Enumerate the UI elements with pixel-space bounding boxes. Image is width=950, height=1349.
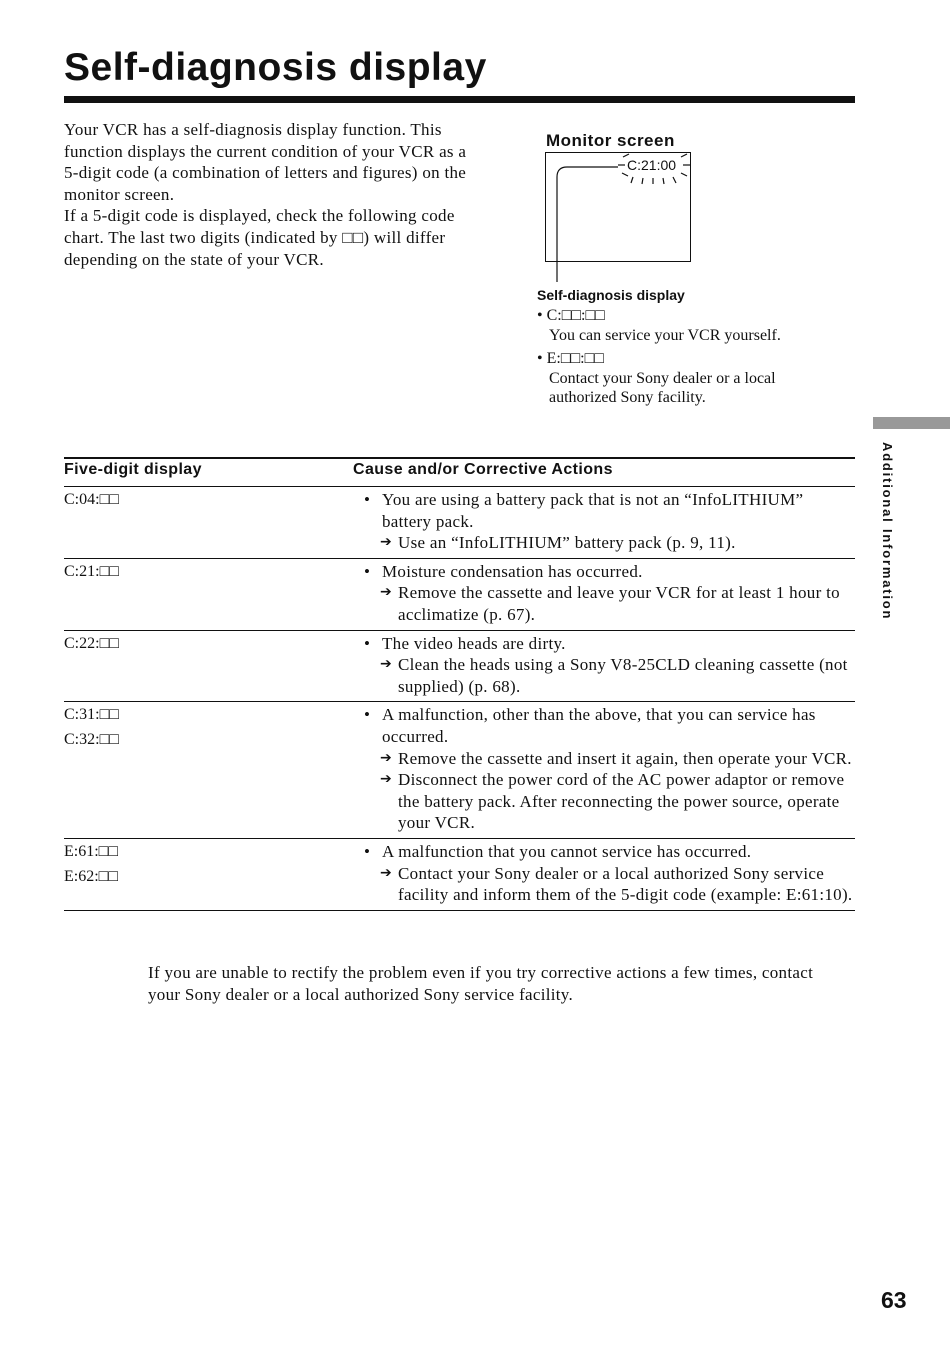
arrow-right-icon: ➔ [380,749,393,766]
table-row [64,839,855,911]
legend-code-e: • E:□□:□□ [537,350,604,367]
code-cell [64,561,364,626]
code-chart-table [64,457,855,911]
cause-cell [364,704,855,834]
action-text: Remove the cassette and insert it again, then operate your VCR. [398,748,852,768]
code-value: C:22:□□ [64,634,119,652]
code-cell [64,841,364,906]
table-row [64,487,855,559]
monitor-indicator-graphic [545,146,705,286]
section-tab-marker [873,417,950,429]
cause-cell [364,633,855,698]
bullet-mark: • [364,561,371,581]
table-header [64,457,855,487]
cause-text: You are using a battery pack that is not an “InfoLITHIUM” battery pack. [382,490,804,531]
code-value: C:31:□□ [64,706,119,724]
cause-cell [364,489,855,554]
action-text: Remove the cassette and leave your VCR for at least 1 hour to acclimatize (p. 67). [398,583,840,624]
code-value: E:61:□□ [64,842,118,860]
legend-code-c: • C:□□:□□ [537,307,605,324]
code-value: C:32:□□ [64,731,119,749]
table-row [64,631,855,703]
code-cell [64,489,364,554]
title-rule [64,96,855,103]
page-title: Self-diagnosis display [64,46,487,89]
arrow-right-icon: ➔ [380,534,393,551]
intro-paragraph-1: Your VCR has a self-diagnosis display function. This function displays the current condition of your VCR as a 5-digit code (a combination of letters and figures) on the monitor screen. [64,120,467,204]
code-value: E:62:□□ [64,867,118,885]
footer-note: If you are unable to rectify the problem even if you try corrective actions a few times, contact your Sony dealer or a local authorized Sony service facility. [148,963,814,1004]
page-number: 63 [881,1287,907,1313]
monitor-code-display: C:21:00 [627,157,677,173]
header-five-digit-display: Five-digit display [64,461,202,478]
code-value: C:04:□□ [64,491,119,508]
arrow-right-icon: ➔ [380,584,393,601]
cause-text: A malfunction, other than the above, that you can service has occurred. [382,705,816,746]
bullet-mark: • [364,633,371,653]
action-text: Disconnect the power cord of the AC power adaptor or remove the battery pack. After reconnecting the power source, operate your VCR. [398,770,845,833]
code-value: C:21:□□ [64,562,119,580]
intro-paragraph-2: If a 5-digit code is displayed, check the following code chart. The last two digits (indicated by □□) will differ depending on the state of your VCR. [64,206,455,269]
monitor-screen-label: Monitor screen [546,131,675,150]
section-side-label: Additional Information [880,442,895,621]
code-cell [64,633,364,698]
legend-title: Self-diagnosis display [537,287,685,303]
cause-cell [364,841,855,906]
bullet-mark: • [364,841,371,861]
cause-text: A malfunction that you cannot service has occurred. [382,841,752,861]
cause-text: Moisture condensation has occurred. [382,561,643,581]
arrow-right-icon: ➔ [380,864,393,881]
arrow-right-icon: ➔ [380,771,393,788]
intro-text [64,119,479,270]
cause-cell [364,561,855,626]
header-cause-actions: Cause and/or Corrective Actions [353,461,613,478]
bullet-mark: • [364,705,371,725]
table-row [64,702,855,839]
arrow-right-icon: ➔ [380,656,393,673]
table-row [64,559,855,631]
legend-desc-e: Contact your Sony dealer or a local authorized Sony facility. [549,370,776,406]
bullet-mark: • [364,490,371,509]
action-text: Contact your Sony dealer or a local authorized Sony service facility and inform them of the 5-digit code (example: E:61:10). [398,863,853,905]
code-cell [64,704,364,834]
legend-desc-c: You can service your VCR yourself. [549,327,781,344]
self-diagnosis-legend [537,287,837,410]
cause-text: The video heads are dirty. [382,633,566,653]
action-text: Clean the heads using a Sony V8-25CLD cleaning cassette (not supplied) (p. 68). [398,655,848,696]
action-text: Use an “InfoLITHIUM” battery pack (p. 9, 11). [398,533,736,553]
